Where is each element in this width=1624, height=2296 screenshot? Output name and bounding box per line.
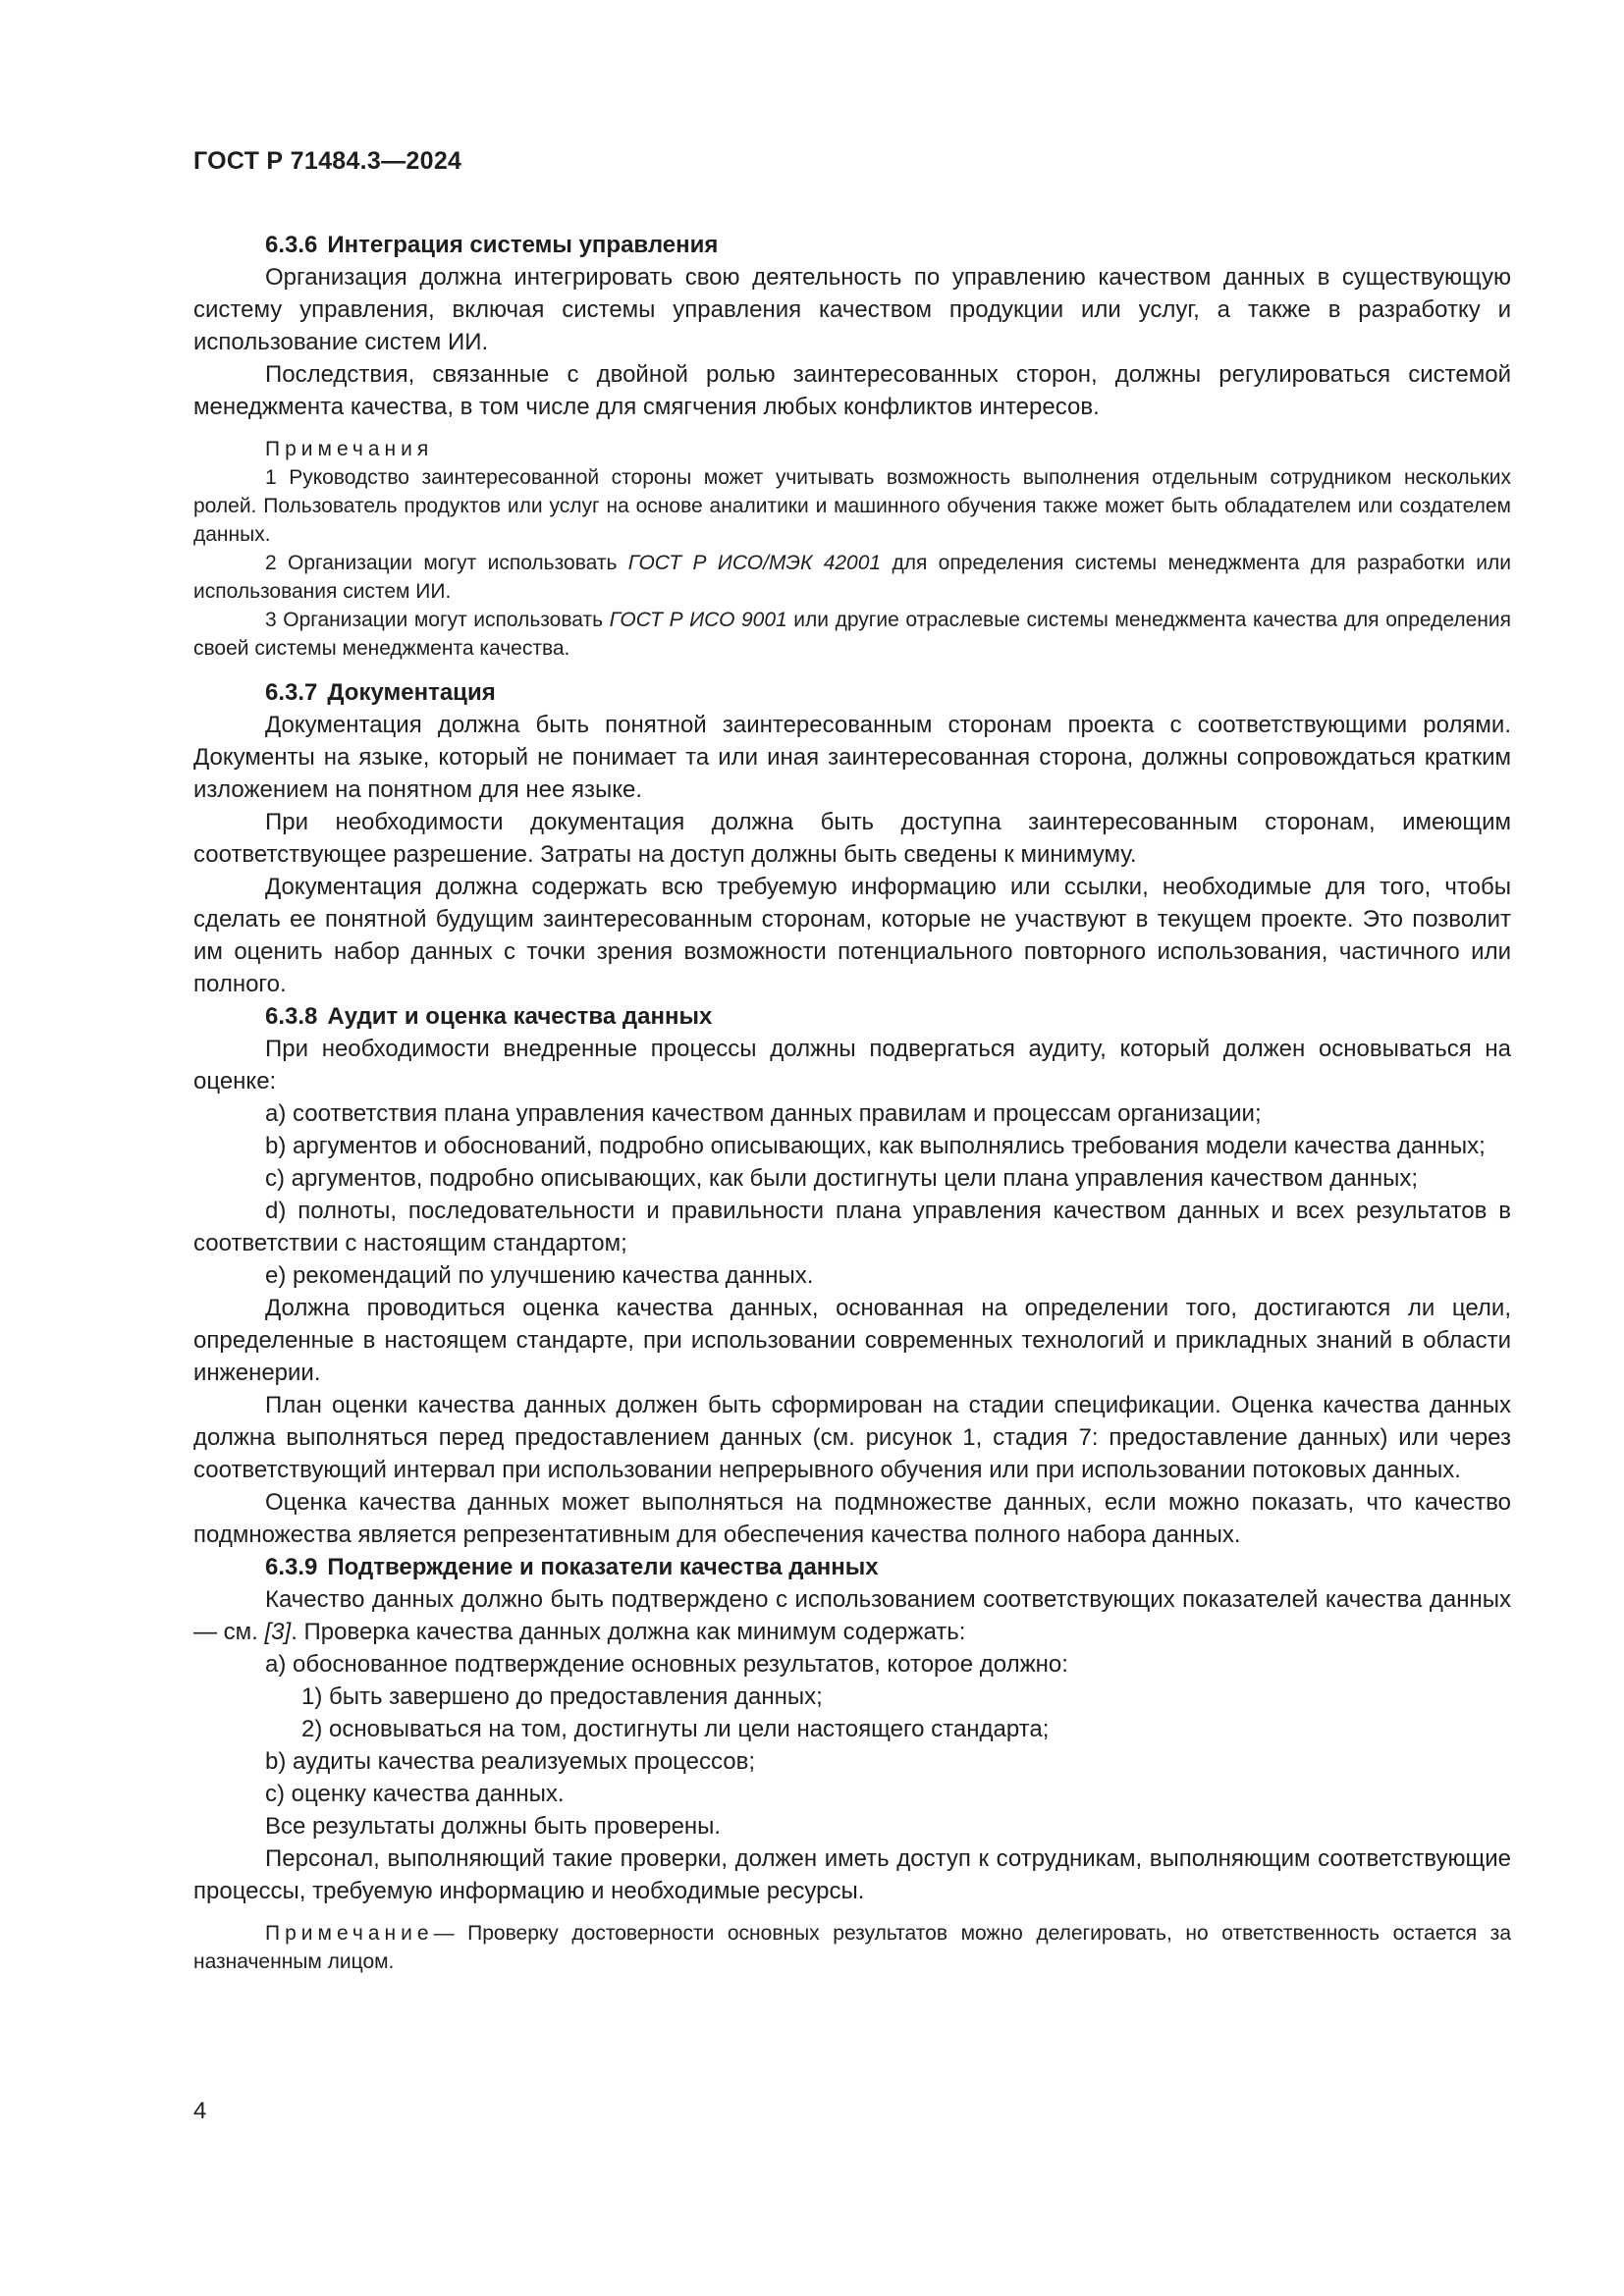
paragraph: Качество данных должно быть подтверждено с использованием соответствующих показателей качества данных — см. [3]. Проверка качества данных должна как минимум содержать:: [193, 1586, 1511, 1645]
paragraph: Должна проводиться оценка качества данных, основанная на определении того, достигаются ли цели, определенные в настоящем стандарте, при использовании современных технологий и прикладных знаний в области инженерии.: [193, 1295, 1511, 1386]
paragraph: Организация должна интегрировать свою деятельность по управлению качеством данных в существующую систему управления, включая системы управления качеством продукции или услуг, а также в разработку и использование систем ИИ.: [193, 264, 1511, 355]
section-heading-6-3-9: 6.3.9 Подтверждение и показатели качества данных: [265, 1554, 879, 1580]
sub-list-item: 2) основываться на том, достигнуты ли цели настоящего стандарта;: [301, 1716, 1050, 1742]
paragraph: Документация должна содержать всю требуемую информацию или ссылки, необходимые для того, чтобы сделать ее понятной будущим заинтересованным сторонам, которые не участвуют в текущем проекте. Это позволит им оценить набор данных с точки зрения возможности потенциального повторного использования, частичного или полного.: [193, 874, 1511, 997]
bibliography-reference: [3]: [264, 1619, 292, 1645]
standard-reference: ГОСТ Р ИСО 9001: [609, 609, 787, 631]
paragraph: Последствия, связанные с двойной ролью заинтересованных сторон, должны регулироваться системой менеджмента качества, в том числе для смягчения любых конфликтов интересов.: [193, 361, 1511, 420]
paragraph: Персонал, выполняющий такие проверки, должен иметь доступ к сотрудникам, выполняющим соответствующие процессы, требуемую информацию и необходимые ресурсы.: [193, 1845, 1511, 1904]
notes-block: [193, 435, 1511, 663]
note: Примечание— Проверку достоверности основных результатов можно делегировать, но ответственность остается за назначенным лицом.: [193, 1922, 1511, 1973]
list-item: b) аргументов и обоснований, подробно описывающих, как выполнялись требования модели качества данных;: [265, 1133, 1486, 1159]
list-item: a) соответствия плана управления качеством данных правилам и процессам организации;: [265, 1100, 1262, 1127]
sub-list-item: 1) быть завершено до предоставления данных;: [301, 1683, 823, 1710]
notes-caption: Примечания: [265, 438, 434, 460]
paragraph: План оценки качества данных должен быть сформирован на стадии спецификации. Оценка качества данных должна выполняться перед предоставлением данных (см. рисунок 1, стадия 7: предоставление данных) или через соответствующий интервал при использовании непрерывного обучения или при использовании потоковых данных.: [193, 1392, 1511, 1483]
list-item: b) аудиты качества реализуемых процессов;: [265, 1748, 756, 1775]
note-caption: Примечание: [265, 1922, 434, 1945]
section-heading-6-3-7: 6.3.7 Документация: [265, 679, 496, 706]
standard-reference: ГОСТ Р ИСО/МЭК 42001: [627, 552, 882, 574]
list-item: c) аргументов, подробно описывающих, как были достигнуты цели плана управления качеством данных;: [265, 1165, 1418, 1192]
note-2: 2 Организации могут использовать ГОСТ Р ИСО/МЭК 42001 для определения системы менеджмента для разработки или использования систем ИИ.: [193, 552, 1511, 603]
list-item: c) оценку качества данных.: [265, 1781, 565, 1807]
note-1: 1 Руководство заинтересованной стороны может учитывать возможность выполнения отдельным сотрудником нескольких ролей. Пользователь продуктов или услуг на основе аналитики и машинного обучения также может быть обладателем или создателем данных.: [193, 466, 1511, 546]
paragraph: Оценка качества данных может выполняться на подмножестве данных, если можно показать, что качество подмножества является репрезентативным для обеспечения качества полного набора данных.: [193, 1489, 1511, 1548]
paragraph: При необходимости внедренные процессы должны подвергаться аудиту, который должен основываться на оценке:: [193, 1036, 1511, 1095]
paragraph: Документация должна быть понятной заинтересованным сторонам проекта с соответствующими ролями. Документы на языке, который не понимает та или иная заинтересованная сторона, должны сопровождаться кратким изложением на понятном для нее языке.: [193, 712, 1511, 803]
document-body: [193, 229, 1511, 1976]
paragraph: При необходимости документация должна быть доступна заинтересованным сторонам, имеющим соответствующее разрешение. Затраты на доступ должны быть сведены к минимуму.: [193, 809, 1511, 868]
section-heading-6-3-6: 6.3.6 Интеграция системы управления: [265, 232, 719, 258]
paragraph: Все результаты должны быть проверены.: [265, 1813, 722, 1840]
section-heading-6-3-8: 6.3.8 Аудит и оценка качества данных: [265, 1003, 713, 1030]
list-item: e) рекомендаций по улучшению качества данных.: [265, 1262, 814, 1289]
note-3: 3 Организации могут использовать ГОСТ Р ИСО 9001 или другие отраслевые системы менеджмента качества для определения своей системы менеджмента качества.: [193, 609, 1512, 660]
list-item: a) обоснованное подтверждение основных результатов, которое должно:: [265, 1651, 1068, 1678]
list-item: d) полноты, последовательности и правильности плана управления качеством данных и всех результатов в соответствии с настоящим стандартом;: [193, 1198, 1511, 1256]
page-number: 4: [193, 2098, 207, 2124]
note-block: [193, 1919, 1511, 1976]
standard-header: ГОСТ Р 71484.3—2024: [193, 147, 462, 175]
